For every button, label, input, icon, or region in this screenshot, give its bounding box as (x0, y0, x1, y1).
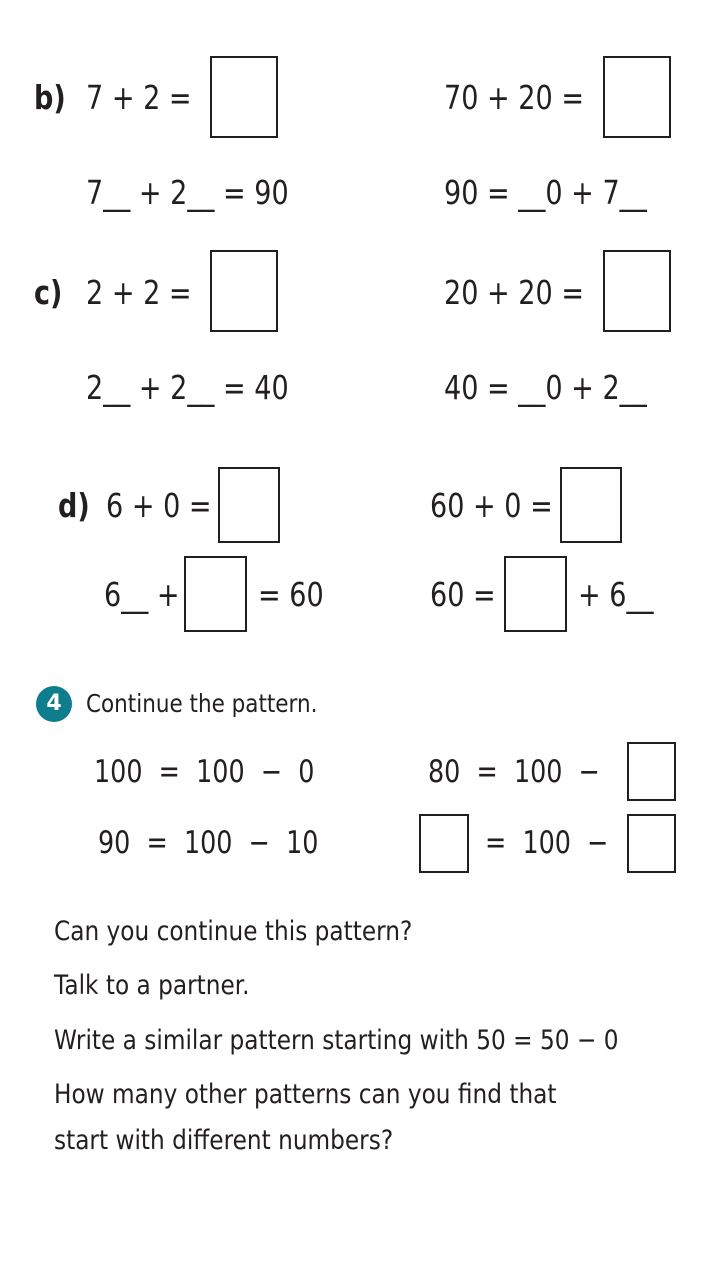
equation-b-left-bottom: 7__ + 2__ = 90 (86, 173, 289, 212)
answer-box-q4-row2-left[interactable] (419, 814, 469, 873)
answer-box-b-left[interactable] (210, 56, 278, 138)
answer-box-q4-row1[interactable] (627, 742, 676, 801)
prompt-continue-pattern: Can you continue this pattern? (54, 916, 413, 947)
pattern-row1-right: 80 = 100 − (428, 754, 600, 790)
equation-b-right-top: 70 + 20 = (444, 78, 585, 117)
pattern-row1-left: 100 = 100 − 0 (94, 754, 315, 790)
equation-d-left-bottom-part2: = 60 (258, 575, 324, 614)
equation-c-right-top: 20 + 20 = (444, 273, 585, 312)
prompt-talk-partner: Talk to a partner. (54, 970, 250, 1001)
answer-box-d-right-top[interactable] (560, 467, 622, 543)
equation-d-right-top: 60 + 0 = (430, 486, 553, 525)
answer-box-b-right[interactable] (603, 56, 671, 138)
equation-d-left-bottom-part1: 6__ + (104, 575, 180, 614)
equation-b-right-bottom: 90 = __0 + 7__ (444, 173, 647, 212)
equation-b-left-top: 7 + 2 = (86, 78, 192, 117)
section-b-label: b) (34, 78, 66, 117)
answer-box-c-left[interactable] (210, 250, 278, 332)
answer-box-d-right-bottom[interactable] (504, 556, 567, 632)
equation-c-right-bottom: 40 = __0 + 2__ (444, 368, 647, 407)
question-number-badge: 4 (36, 686, 72, 722)
prompt-other-patterns-line1: How many other patterns can you find that (54, 1079, 557, 1110)
prompt-other-patterns-line2: start with different numbers? (54, 1125, 394, 1156)
pattern-row2-right: = 100 − (485, 825, 609, 861)
answer-box-q4-row2-right[interactable] (627, 814, 676, 873)
answer-box-d-left-top[interactable] (218, 467, 280, 543)
equation-d-right-bottom-part1: 60 = (430, 575, 496, 614)
pattern-row2-left: 90 = 100 − 10 (98, 825, 319, 861)
section-d-label: d) (58, 486, 90, 525)
answer-box-c-right[interactable] (603, 250, 671, 332)
question-4-instruction: Continue the pattern. (86, 689, 318, 718)
equation-d-right-bottom-part2: + 6__ (578, 575, 654, 614)
answer-box-d-left-bottom[interactable] (184, 556, 247, 632)
prompt-write-similar: Write a similar pattern starting with 50 = 50 − 0 (54, 1025, 619, 1056)
equation-c-left-bottom: 2__ + 2__ = 40 (86, 368, 289, 407)
section-c-label: c) (34, 273, 63, 312)
equation-d-left-top: 6 + 0 = (106, 486, 212, 525)
equation-c-left-top: 2 + 2 = (86, 273, 192, 312)
